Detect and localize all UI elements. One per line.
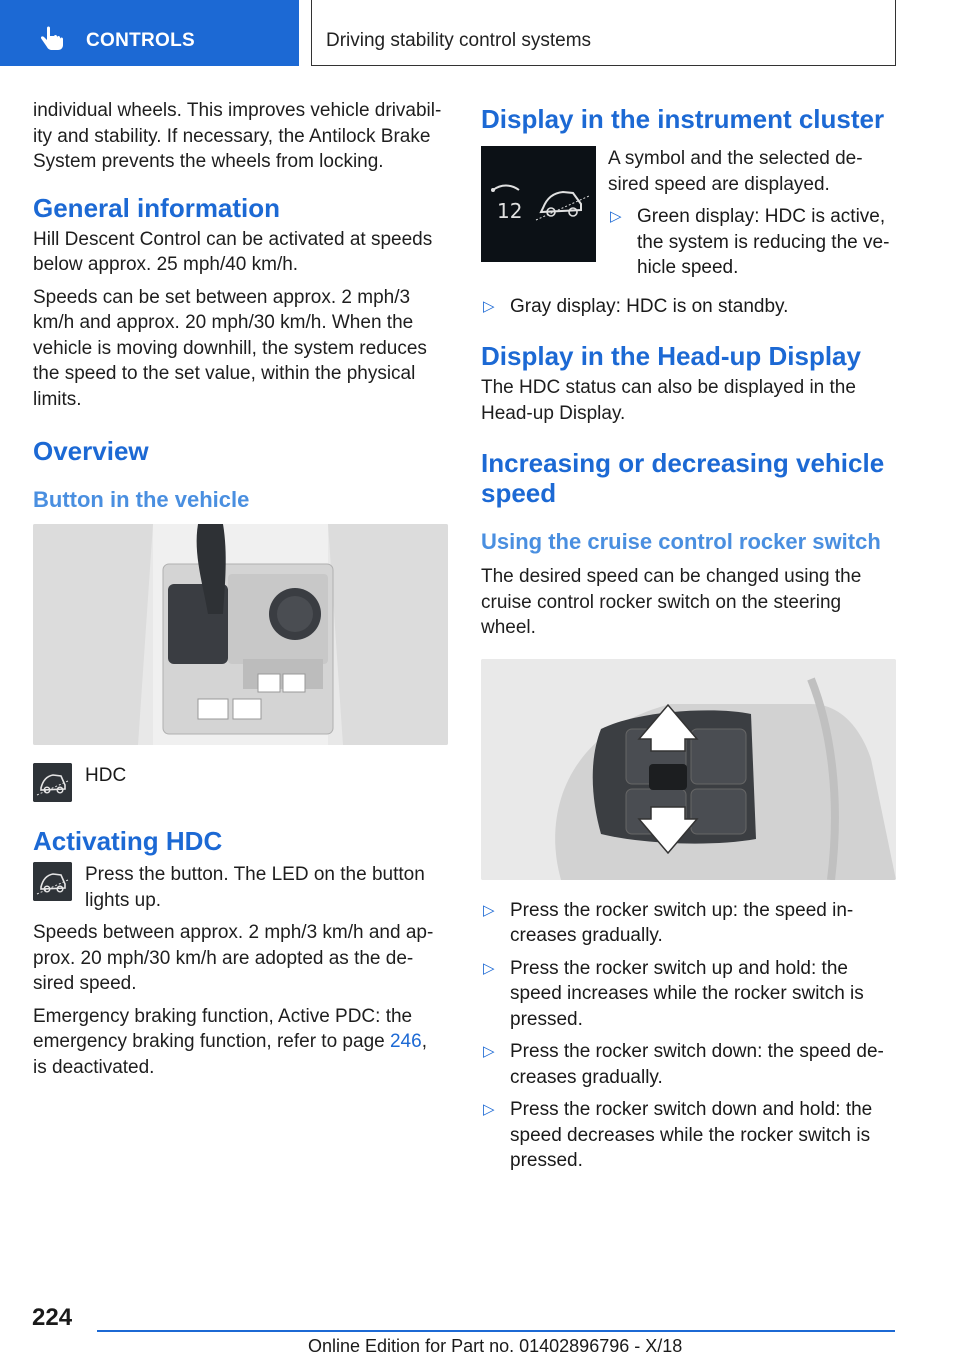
- bullet-rocker-up: [481, 898, 897, 949]
- instrument-cluster-image: [481, 146, 596, 262]
- activating-hdc-heading: Activating HDC: [33, 826, 223, 856]
- display-text: A symbol and the selected de-sired speed are displayed.: [608, 148, 863, 195]
- hill-descent-icon[interactable]: [33, 862, 72, 901]
- speeds-paragraph: Speeds between approx. 2 mph/3 km/h and ap-prox. 20 mph/30 km/h are adopted as the de-sired speed.: [33, 922, 434, 994]
- page-header: [0, 0, 960, 66]
- page-title: Driving stability control systems: [326, 30, 592, 51]
- intro-paragraph: individual wheels. This improves vehicle drivabil-ity and stability. If necessary, the Antilock Brake System prevents the wheels from locking.: [33, 100, 442, 172]
- hdc-label-row: [33, 763, 453, 802]
- increasing-decreasing-heading: Increasing or decreasing vehicle speed: [481, 448, 885, 508]
- rocker-paragraph: The desired speed can be changed using the cruise control rocker switch on the steering wheel.: [481, 566, 862, 638]
- steering-wheel-rocker-image: [481, 659, 896, 880]
- cluster-description: [608, 146, 897, 288]
- cluster-display-row: [481, 146, 897, 288]
- section-label: CONTROLS: [86, 30, 196, 51]
- right-column: [481, 98, 897, 1181]
- bullet-rocker-down: [481, 1039, 897, 1090]
- rocker-switch-illustration: [481, 659, 896, 880]
- rocker-switch-heading: Using the cruise control rocker switch: [481, 529, 881, 554]
- rocker-bullets: [481, 898, 897, 1174]
- overview-heading: Overview: [33, 436, 149, 466]
- center-console-illustration: [33, 524, 448, 745]
- activating-text: Press the button. The LED on the button lights up.: [85, 864, 425, 911]
- triangle-bullet-icon: ▷: [483, 1101, 495, 1118]
- hand-pointer-icon: [38, 26, 66, 52]
- emergency-text: Emergency braking function, Active PDC: the emergency braking function, refer to page: [33, 1005, 413, 1052]
- bullet-rocker-down-hold: [481, 1097, 897, 1174]
- bullet-text: Press the rocker switch down and hold: the speed decreases while the rocker switch is pressed.: [510, 1099, 873, 1171]
- general-paragraph-2: Speeds can be set between approx. 2 mph/3 km/h and approx. 20 mph/30 km/h. When the vehicle is moving downhill, the system reduces the speed to the set value, within the physical limits.: [33, 286, 427, 410]
- bullet-gray-display: [481, 294, 897, 320]
- bullet-rocker-up-hold: [481, 956, 897, 1033]
- triangle-bullet-icon: ▷: [483, 901, 495, 919]
- left-column: [33, 98, 453, 1087]
- emergency-comma: ,: [421, 1031, 427, 1052]
- triangle-bullet-icon: ▷: [483, 297, 495, 315]
- instrument-cluster-heading: Display in the instrument cluster: [481, 104, 885, 134]
- emergency-paragraph: [33, 1004, 453, 1081]
- activating-row: [33, 862, 453, 920]
- bullet-text: Press the rocker switch down: the speed de-creases gradually.: [510, 1041, 884, 1088]
- center-console-image: [33, 524, 448, 745]
- triangle-bullet-icon: ▷: [483, 959, 495, 977]
- triangle-bullet-icon: ▷: [483, 1043, 495, 1060]
- bullet-text: Press the rocker switch up: the speed in-creases gradually.: [510, 899, 854, 946]
- hill-descent-icon[interactable]: [33, 763, 72, 802]
- cluster-speed-text: 12: [497, 199, 523, 223]
- triangle-bullet-icon: ▷: [610, 208, 622, 225]
- general-paragraph-1: Hill Descent Control can be activated at speeds below approx. 25 mph/40 km/h.: [33, 228, 433, 275]
- bullet-gray-text: Gray display: HDC is on standby.: [510, 295, 789, 317]
- section-tab[interactable]: [0, 0, 299, 66]
- emergency-end-text: is deactivated.: [33, 1056, 155, 1078]
- edition-text: Online Edition for Part no. 01402896796 - X/18: [308, 1336, 683, 1356]
- page-reference-link[interactable]: 246: [389, 1031, 422, 1052]
- hdc-label: HDC: [85, 765, 127, 786]
- hud-paragraph: The HDC status can also be displayed in the Head-up Display.: [481, 377, 856, 424]
- bullet-green-text: Green display: HDC is active, the system is reducing the ve-hicle speed.: [637, 206, 890, 278]
- button-in-vehicle-heading: Button in the vehicle: [33, 487, 250, 512]
- head-up-display-heading: Display in the Head-up Display: [481, 341, 861, 371]
- footer-divider: [97, 1330, 895, 1332]
- bullet-text: Press the rocker switch up and hold: the speed increases while the rocker switch is pressed.: [510, 957, 864, 1030]
- page-number: 224: [32, 1304, 73, 1331]
- general-information-heading: General information: [33, 192, 281, 223]
- bullet-green-display: [608, 204, 897, 281]
